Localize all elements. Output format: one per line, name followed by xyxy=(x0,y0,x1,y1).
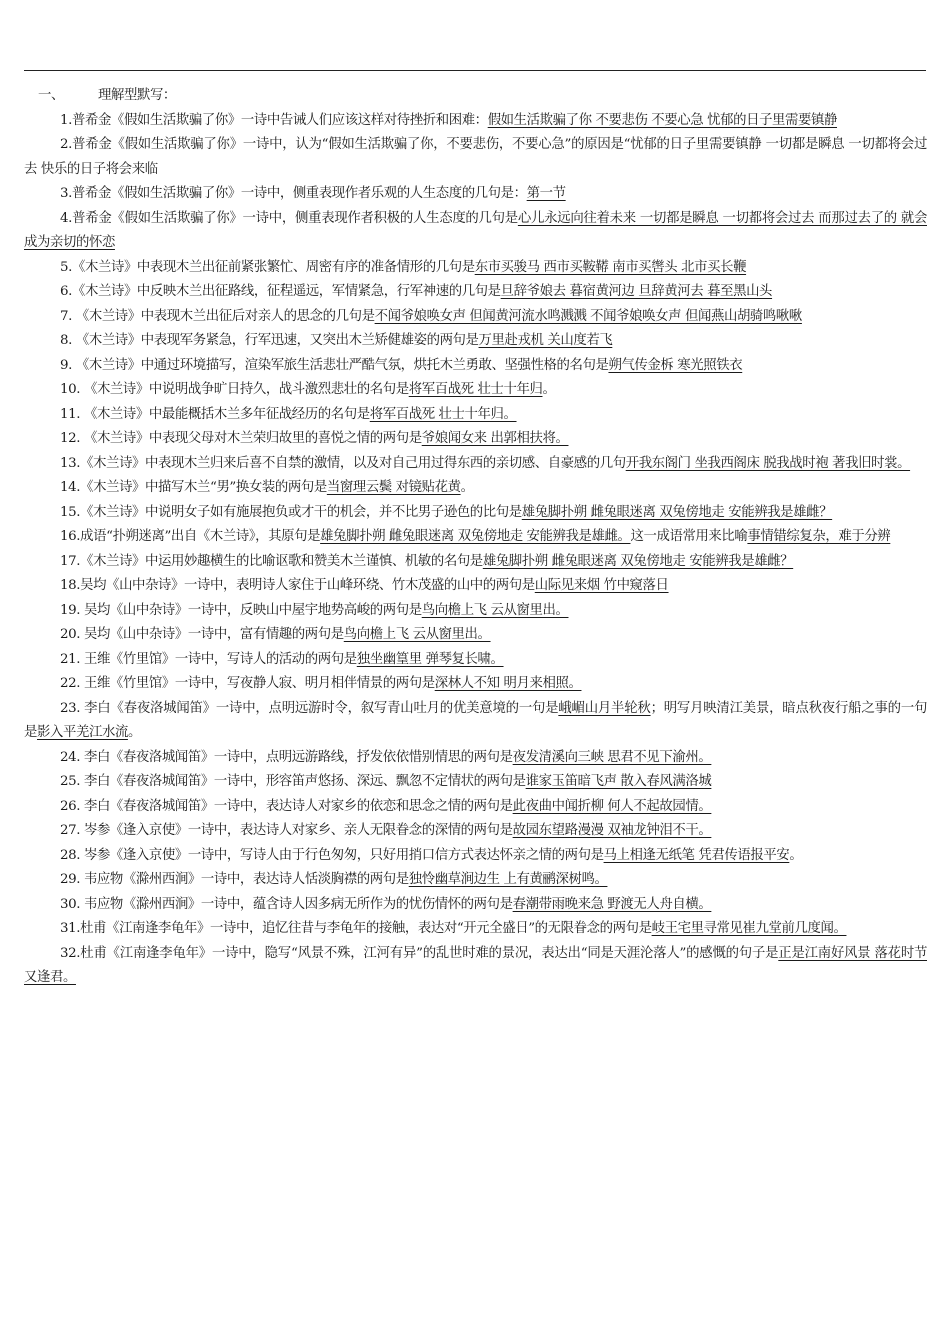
question-text: 2.普希金《假如生活欺骗了你》一诗中，认为“假如生活欺骗了你，不要悲伤，不要心急”的原因是“忧郁的日子里需要镇静 一切都是瞬息 一切都将会过去 快乐的日子将会来临 xyxy=(24,137,927,177)
question-text: 1.普希金《假如生活欺骗了你》一诗中告诫人们应该这样对待挫折和困难： xyxy=(60,112,488,128)
question-text: 21. 王维《竹里馆》一诗中，写诗人的活动的两句是 xyxy=(60,651,357,667)
question-item xyxy=(24,795,927,820)
question-item xyxy=(24,917,927,942)
question-text: 17.《木兰诗》中运用妙趣横生的比喻讴歌和赞美木兰谨慎、机敏的名句是 xyxy=(60,553,483,569)
question-item xyxy=(24,819,927,844)
answer-text: 深林人不知 明月来相照。 xyxy=(434,676,582,691)
question-item xyxy=(24,697,927,746)
answer-text: 第一节 xyxy=(526,186,566,201)
trailing-text: 。 xyxy=(127,725,141,740)
answer-text: 岐王宅里寻常见崔九堂前几度闻。 xyxy=(651,921,847,936)
question-item xyxy=(24,329,927,354)
question-text: 7. 《木兰诗》中表现木兰出征后对亲人的思念的几句是 xyxy=(60,308,375,324)
answer-text: 朔气传金柝 寒光照铁衣 xyxy=(608,357,743,373)
answer-text: 山际见来烟 竹中窥落日 xyxy=(534,578,669,593)
section-number: 一、 xyxy=(38,88,64,103)
question-item xyxy=(24,893,927,918)
question-text: 22. 王维《竹里馆》一诗中，写夜静人寂、明月相伴情景的两句是 xyxy=(60,676,435,691)
question-text: 9. 《木兰诗》中通过环境描写，渲染军旅生活悲壮严酷气氛，烘托木兰勇敢、坚强性格的名句是 xyxy=(60,357,609,373)
trailing-text: 。 xyxy=(460,480,474,495)
answer-text: 鸟向檐上飞 云从窗里出。 xyxy=(421,602,569,618)
question-item xyxy=(24,648,927,673)
question-text: 5.《木兰诗》中表现木兰出征前紧张繁忙、周密有序的准备情形的几句是 xyxy=(60,259,475,275)
question-text: 13.《木兰诗》中表现木兰归来后喜不自禁的激情，以及对自己用过得东西的亲切感、自豪感的几句 xyxy=(60,455,626,471)
section-title: 理解型默写： xyxy=(97,88,176,103)
question-item xyxy=(24,452,927,477)
answer-text: 当窗理云鬓 对镜贴花黄 xyxy=(326,480,461,495)
answer-text: 开我东阁门 坐我西阁床 脱我战时袍 著我旧时裳。 xyxy=(625,455,911,471)
question-text: 4.普希金《假如生活欺骗了你》一诗中，侧重表现作者积极的人生态度的几句是 xyxy=(60,210,518,226)
top-rule xyxy=(24,70,926,71)
question-item xyxy=(24,182,927,207)
question-item xyxy=(24,109,927,134)
question-item xyxy=(24,746,927,771)
answer-text: 独怜幽草涧边生 上有黄鹂深树鸣。 xyxy=(408,872,608,887)
answer-text: 夜发清溪向三峡 思君不见下渝州。 xyxy=(512,749,712,765)
question-text: 14.《木兰诗》中描写木兰“男”换女装的两句是 xyxy=(60,480,327,495)
trailing-text: 。 xyxy=(542,382,556,397)
answer-text: 将军百战死 壮士十年归。 xyxy=(369,406,517,422)
question-text: 6.《木兰诗》中反映木兰出征路线，征程遥远，军情紧急，行军神速的几句是 xyxy=(60,284,501,299)
answer-text: 独坐幽篁里 弹琴复长啸。 xyxy=(356,651,504,667)
question-item xyxy=(24,623,927,648)
question-item xyxy=(24,378,927,403)
answer-text: 影入平羌江水流 xyxy=(37,725,128,740)
answer-text: 马上相逢无纸笔 凭君传语报平安 xyxy=(603,847,790,863)
question-text: 19. 吴均《山中杂诗》一诗中，反映山中屋宇地势高峻的两句是 xyxy=(60,602,422,618)
answer-text: 峨嵋山月半轮秋 xyxy=(558,700,651,716)
content xyxy=(24,84,927,991)
question-text: 31.杜甫《江南逢李龟年》一诗中，追忆往昔与李龟年的接触，表达对“开元全盛日”的无限眷念的两句是 xyxy=(60,921,652,936)
question-text: 12. 《木兰诗》中表现父母对木兰荣归故里的喜悦之情的两句是 xyxy=(60,431,422,446)
answer-text: 谁家玉笛暗飞声 散入春风满洛城 xyxy=(525,774,712,789)
question-item xyxy=(24,844,927,869)
section-heading xyxy=(24,84,927,109)
question-text: 24. 李白《春夜洛城闻笛》一诗中，点明远游路线，抒发依依惜别情思的两句是 xyxy=(60,749,513,765)
question-item xyxy=(24,770,927,795)
question-text: 11. 《木兰诗》中最能概括木兰多年征战经历的名句是 xyxy=(60,406,370,422)
answer-text: 不闻爷娘唤女声 但闻黄河流水鸣溅溅 不闻爷娘唤女声 但闻燕山胡骑鸣啾啾 xyxy=(374,308,802,324)
answer-text: 鸟向檐上飞 云从窗里出。 xyxy=(343,627,491,642)
answer-text: 旦辞爷娘去 暮宿黄河边 旦辞黄河去 暮至黑山头 xyxy=(500,284,773,299)
question-text: 8. 《木兰诗》中表现军务紧急，行军迅速，又突出木兰矫健雄姿的两句是 xyxy=(60,333,479,348)
answer-text: 爷娘闻女来 出郭相扶将。 xyxy=(421,431,569,446)
question-text: 26. 李白《春夜洛城闻笛》一诗中，表达诗人对家乡的依恋和思念之情的两句是 xyxy=(60,798,513,814)
answer-text: 事情错综复杂，难于分辨 xyxy=(747,529,891,544)
question-item xyxy=(24,550,927,575)
answer-text: 正是江南好风景 落花时节又逢君。 xyxy=(24,945,927,985)
question-text: 25. 李白《春夜洛城闻笛》一诗中，形容笛声悠扬、深远、飘忽不定情状的两句是 xyxy=(60,774,526,789)
question-text: 30. 韦应物《滁州西涧》一诗中，蕴含诗人因多病无所作为的忧伤情怀的两句是 xyxy=(60,896,513,912)
question-item xyxy=(24,133,927,182)
question-item xyxy=(24,599,927,624)
question-item xyxy=(24,256,927,281)
trailing-text: 。 xyxy=(789,847,803,863)
answer-text: 万里赴戎机 关山度若飞 xyxy=(478,333,613,348)
answer-text: 将军百战死 壮士十年归 xyxy=(408,382,543,397)
answer-text: 雄兔脚扑朔 雌兔眼迷离 双兔傍地走 安能辨我是雄雌？ xyxy=(521,504,833,520)
question-text: 20. 吴均《山中杂诗》一诗中，富有情趣的两句是 xyxy=(60,627,344,642)
question-text: 29. 韦应物《滁州西涧》一诗中，表达诗人恬淡胸襟的两句是 xyxy=(60,872,409,887)
question-text: 16.成语“扑朔迷离”出自《木兰诗》，其原句是 xyxy=(60,529,321,544)
trailing-text: ；明写月映清江美景，暗点秋夜行船之事的一句是 xyxy=(24,700,927,740)
question-item xyxy=(24,476,927,501)
question-text: 15.《木兰诗》中说明女子如有施展抱负或才干的机会，并不比男子逊色的比句是 xyxy=(60,504,522,520)
question-text: 10. 《木兰诗》中说明战争旷日持久，战斗激烈悲壮的名句是 xyxy=(60,382,409,397)
question-item xyxy=(24,942,927,991)
question-item xyxy=(24,354,927,379)
question-item xyxy=(24,868,927,893)
answer-text: 春潮带雨晚来急 野渡无人舟自横。 xyxy=(512,896,712,912)
question-item xyxy=(24,525,927,550)
answer-text: 故园东望路漫漫 双袖龙钟泪不干。 xyxy=(512,823,712,838)
question-item xyxy=(24,305,927,330)
question-text: 28. 岑参《逢入京使》一诗中，写诗人由于行色匆匆，只好用捎口信方式表达怀亲之情的两句是 xyxy=(60,847,604,863)
question-list xyxy=(24,109,927,991)
answer-text: 雄兔脚扑朔 雌兔眼迷离 双兔傍地走 安能辨我是雄雌。 xyxy=(320,529,631,544)
question-item xyxy=(24,501,927,526)
question-text: 27. 岑参《逢入京使》一诗中，表达诗人对家乡、亲人无限眷念的深情的两句是 xyxy=(60,823,513,838)
question-text: 18.吴均《山中杂诗》一诗中，表明诗人家住于山峰环绕、竹木茂盛的山中的两句是 xyxy=(60,578,535,593)
answer-text: 此夜曲中闻折柳 何人不起故园情。 xyxy=(512,798,712,814)
answer-text: 雄兔脚扑朔 雌兔眼迷离 双兔傍地走 安能辨我是雄雌？ xyxy=(482,553,794,569)
question-item xyxy=(24,280,927,305)
question-item xyxy=(24,427,927,452)
question-text: 23. 李白《春夜洛城闻笛》一诗中，点明远游时令，叙写青山吐月的优美意境的一句是 xyxy=(60,700,559,716)
question-item xyxy=(24,403,927,428)
answer-text: 东市买骏马 西市买鞍鞯 南市买辔头 北市买长鞭 xyxy=(474,259,747,275)
question-text: 32.杜甫《江南逢李龟年》一诗中，隐写“风景不殊，江河有异”的乱世时难的景况，表达出“同是天涯沦落人”的感慨的句子是 xyxy=(60,945,779,961)
trailing-text: 这一成语常用来比喻 xyxy=(630,529,748,544)
question-item xyxy=(24,574,927,599)
question-text: 3.普希金《假如生活欺骗了你》一诗中，侧重表现作者乐观的人生态度的几句是： xyxy=(60,186,527,201)
answer-text: 假如生活欺骗了你 不要悲伤 不要心急 忧郁的日子里需要镇静 xyxy=(487,112,838,128)
question-item xyxy=(24,207,927,256)
question-item xyxy=(24,672,927,697)
answer-text: 心儿永远向往着未来 一切都是瞬息 一切都将会过去 而那过去了的 就会成为亲切的怀恋 xyxy=(24,210,927,250)
